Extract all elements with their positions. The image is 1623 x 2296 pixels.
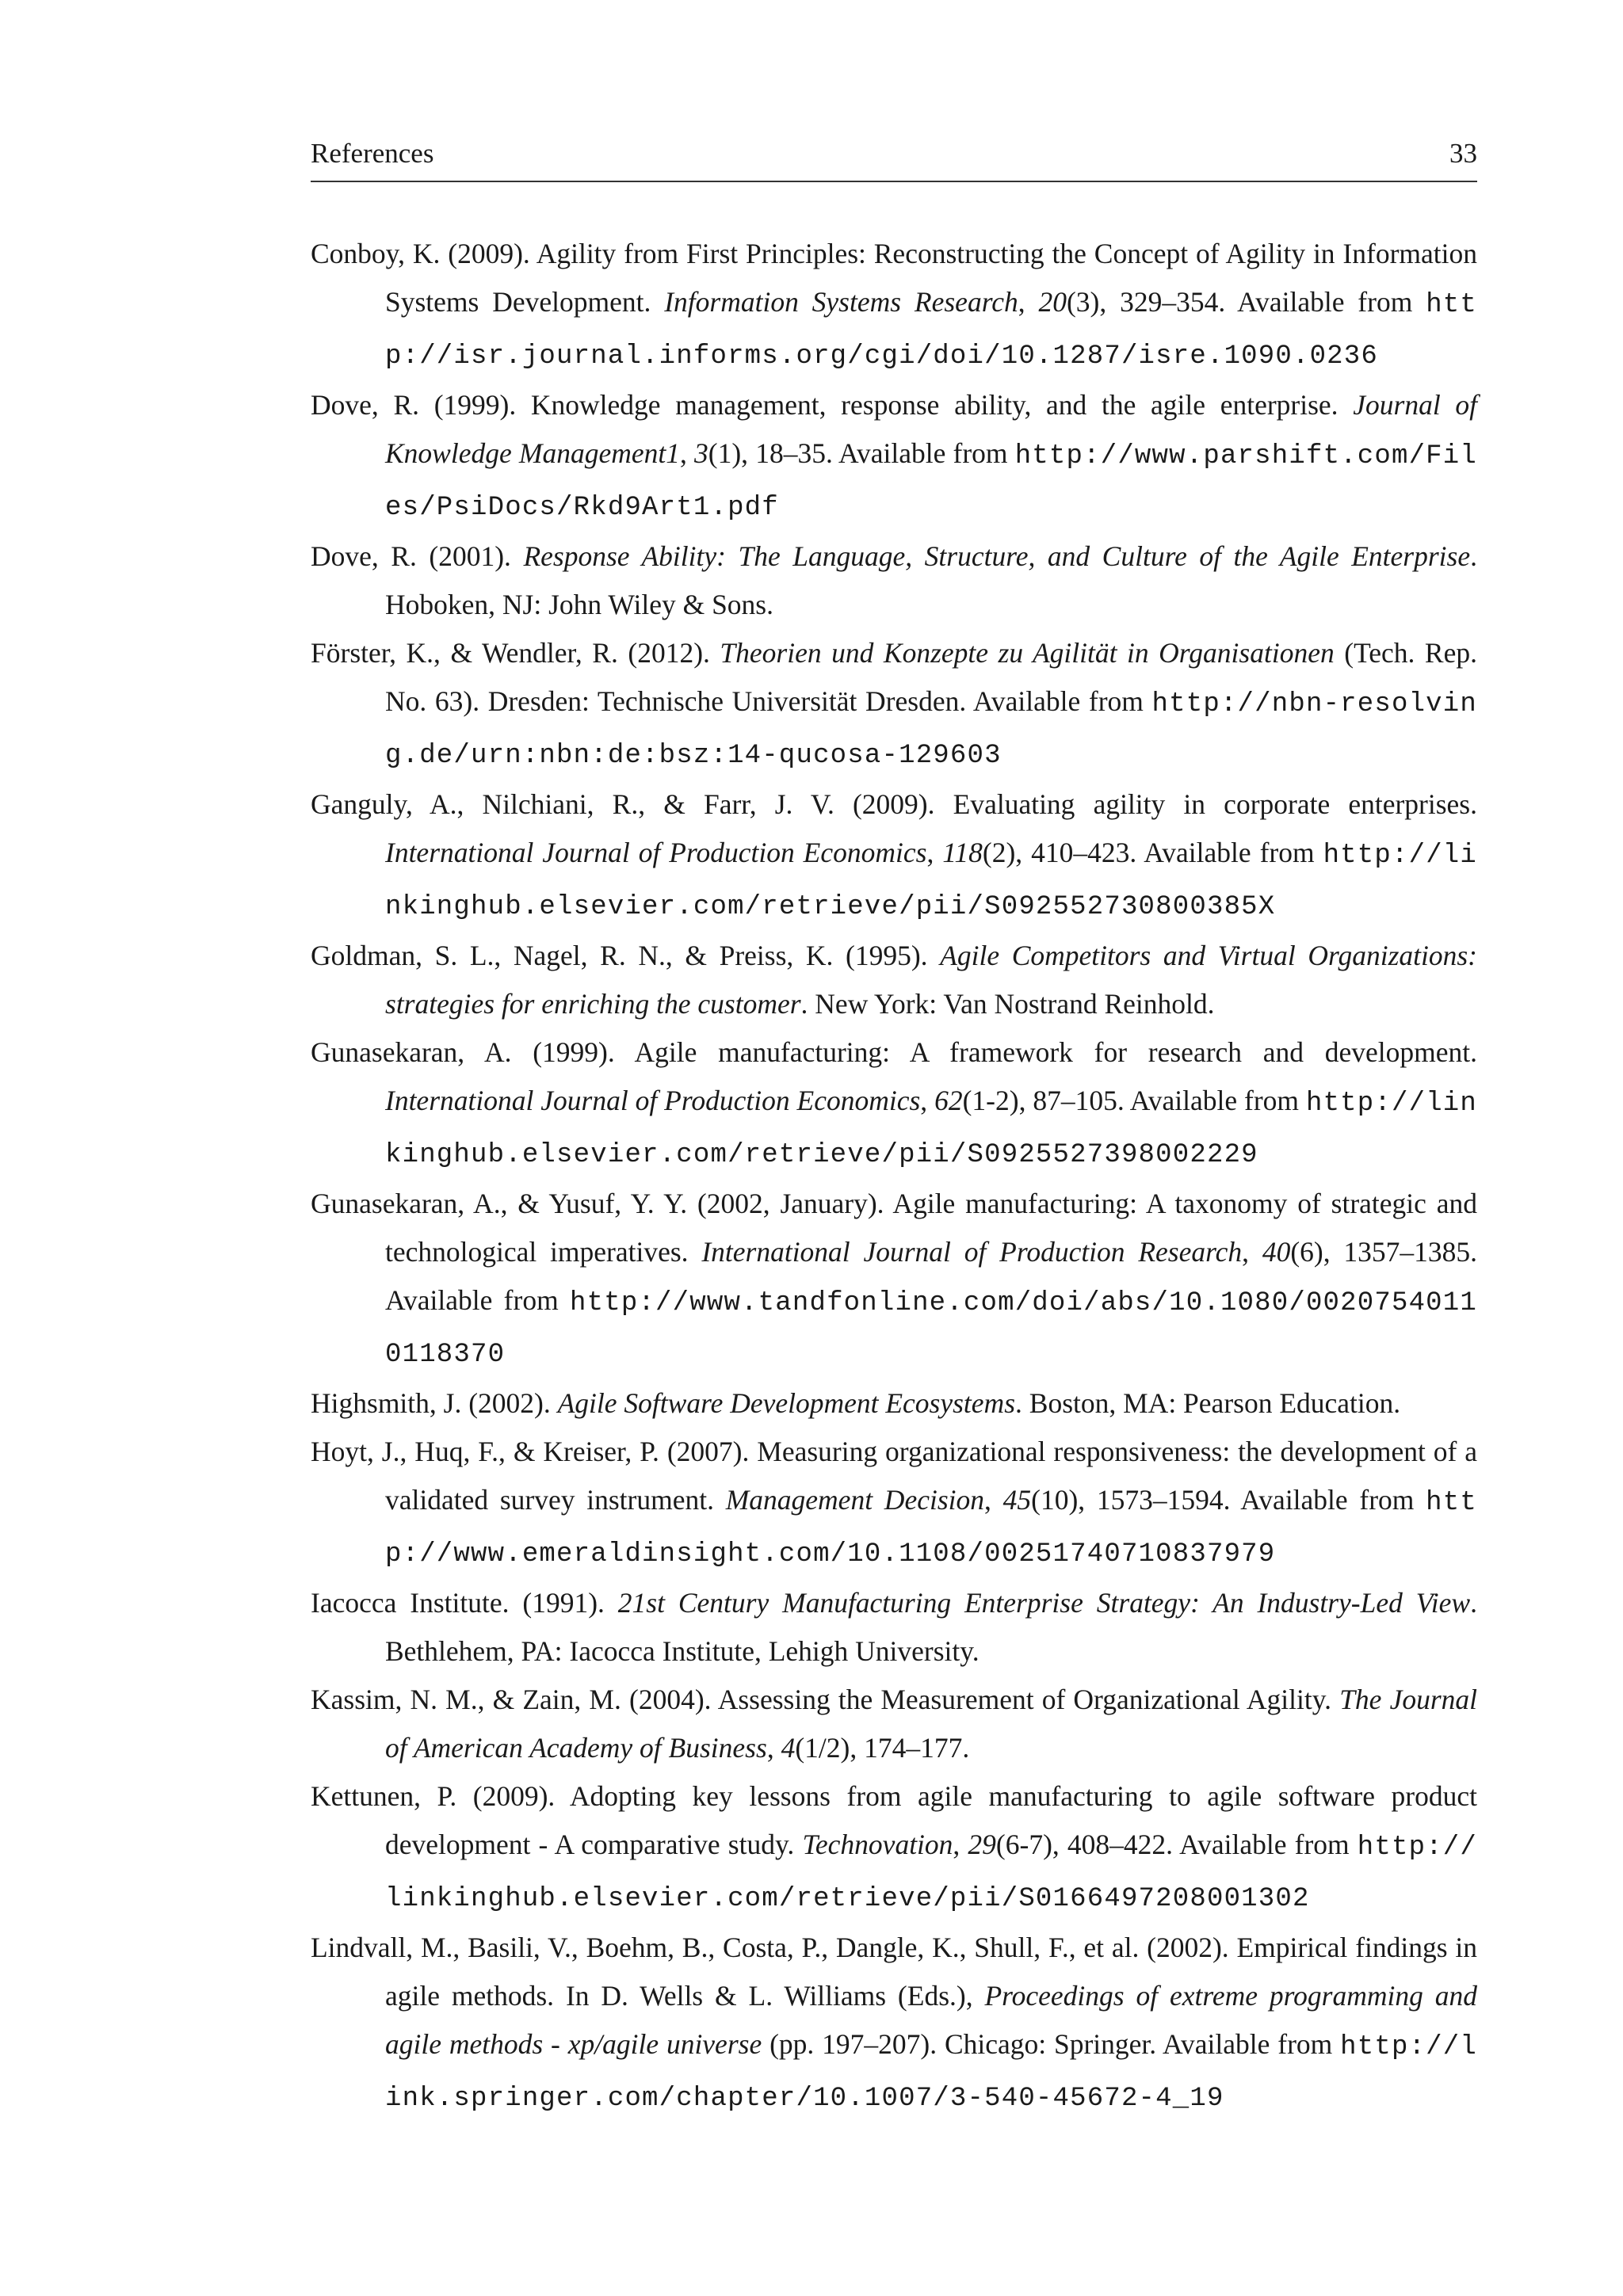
reference-italic-text: Agile Competitors and Virtual Organizations: strategies for enriching the customer (385, 940, 1477, 1020)
reference-italic-text: International Journal of Production Research (701, 1236, 1243, 1268)
reference-link[interactable]: http://www.emeraldinsight.com/10.1108/00251740710837979 (385, 1488, 1477, 1569)
reference-entry (311, 532, 1477, 629)
reference-entry (311, 381, 1477, 532)
reference-text: (Tech. Rep. No. 63). Dresden: Technische Universität Dresden. Available from (385, 637, 1477, 717)
reference-text: Hoyt, J., Huq, F., & Kreiser, P. (2007). Measuring organizational responsiveness: the development of a validated survey instrument. (311, 1436, 1477, 1516)
reference-link[interactable]: http://www.parshift.com/Files/PsiDocs/Rkd9Art1.pdf (385, 441, 1477, 523)
reference-entry (311, 932, 1477, 1028)
reference-italic-text: Response Ability: The Language, Structure, and Culture of the Agile Enterprise (523, 540, 1471, 572)
reference-text: Dove, R. (2001). (311, 540, 524, 572)
reference-italic-text: Information Systems Research (664, 286, 1018, 318)
reference-text: Kassim, N. M., & Zain, M. (2004). Assessing the Measurement of Organizational Agility. (311, 1684, 1340, 1715)
reference-text: (10), 1573–1594. Available from (1031, 1484, 1426, 1516)
reference-entry (311, 780, 1477, 932)
reference-text: Dove, R. (1999). Knowledge management, response ability, and the agile enterprise. (311, 389, 1354, 421)
reference-italic-text: 40 (1262, 1236, 1291, 1268)
reference-link[interactable]: http://linkinghub.elsevier.com/retrieve/pii/S092552730800385X (385, 841, 1478, 922)
reference-entry (311, 1028, 1477, 1180)
reference-text: Ganguly, A., Nilchiani, R., & Farr, J. V. (2009). Evaluating agility in corporate enterprises. (311, 788, 1477, 820)
reference-text: (3), 329–354. Available from (1066, 286, 1426, 318)
reference-text: Goldman, S. L., Nagel, R. N., & Preiss, K. (1995). (311, 940, 941, 971)
reference-text: Gunasekaran, A., & Yusuf, Y. Y. (2002, January). Agile manufacturing: A taxonomy of strategic and technological imperatives. (311, 1188, 1477, 1268)
reference-italic-text: Agile Software Development Ecosystems (557, 1387, 1016, 1419)
reference-italic-text: Theorien und Konzepte zu Agilität in Organisationen (720, 637, 1335, 669)
reference-text: Conboy, K. (2009). Agility from First Principles: Reconstructing the Concept of Agility in Information Systems Development. (311, 238, 1477, 318)
reference-text: , (1018, 286, 1039, 318)
reference-italic-text: 21st Century Manufacturing Enterprise Strategy: An Industry-Led View (617, 1587, 1471, 1619)
section-title: References (311, 138, 434, 169)
reference-entry (311, 1772, 1477, 1924)
reference-link[interactable]: http://nbn-resolving.de/urn:nbn:de:bsz:14-qucosa-129603 (385, 689, 1477, 771)
reference-text: , (984, 1484, 1003, 1516)
reference-text: Lindvall, M., Basili, V., Boehm, B., Costa, P., Dangle, K., Shull, F., et al. (2002). Empirical findings in agile methods. In D. Wells & L. Williams (Eds.), (311, 1932, 1477, 2012)
reference-text: (1/2), 174–177. (795, 1732, 970, 1764)
reference-text: . Hoboken, NJ: John Wiley & Sons. (385, 540, 1477, 620)
reference-italic-text: 4 (781, 1732, 796, 1764)
page-number: 33 (1449, 138, 1477, 169)
reference-text: (2), 410–423. Available from (982, 837, 1323, 868)
reference-text: Iacocca Institute. (1991). (311, 1587, 618, 1619)
reference-italic-text: 29 (968, 1829, 996, 1860)
reference-link[interactable]: http://linkinghub.elsevier.com/retrieve/pii/S0166497208001302 (385, 1833, 1478, 1914)
reference-italic-text: 62 (934, 1085, 963, 1116)
running-header (311, 135, 1477, 182)
reference-text: (6-7), 408–422. Available from (995, 1829, 1358, 1860)
reference-text: , (679, 437, 695, 469)
reference-text: , (926, 837, 943, 868)
reference-text: , (953, 1829, 968, 1860)
reference-text: Gunasekaran, A. (1999). Agile manufacturing: A framework for research and development. (311, 1036, 1477, 1068)
reference-italic-text: 45 (1002, 1484, 1032, 1516)
reference-entry (311, 230, 1477, 381)
reference-entry (311, 629, 1477, 780)
reference-italic-text: 20 (1038, 286, 1067, 318)
reference-text: . Bethlehem, PA: Iacocca Institute, Lehigh University. (385, 1587, 1477, 1667)
reference-text: , (766, 1732, 781, 1764)
reference-entry (311, 1379, 1477, 1428)
reference-italic-text: Technovation (802, 1829, 953, 1860)
reference-italic-text: 118 (942, 837, 983, 868)
reference-italic-text: Proceedings of extreme programming and agile methods - xp/agile universe (385, 1980, 1477, 2060)
reference-link[interactable]: http://link.springer.com/chapter/10.1007/3-540-45672-4_19 (385, 2032, 1477, 2114)
reference-entry (311, 1676, 1477, 1772)
reference-italic-text: The Journal of American Academy of Business (385, 1684, 1478, 1764)
reference-italic-text: 3 (694, 437, 708, 469)
reference-text: Highsmith, J. (2002). (311, 1387, 558, 1419)
reference-entry (311, 1579, 1477, 1676)
reference-text: , (920, 1085, 935, 1116)
reference-text: , (1242, 1236, 1262, 1268)
reference-text: (1-2), 87–105. Available from (962, 1085, 1306, 1116)
reference-text: (6), 1357–1385. Available from (385, 1236, 1478, 1316)
reference-italic-text: International Journal of Production Economics (385, 837, 927, 868)
reference-entry (311, 1924, 1477, 2123)
reference-text: (pp. 197–207). Chicago: Springer. Available from (762, 2028, 1341, 2060)
reference-italic-text: International Journal of Production Economics (385, 1085, 921, 1116)
reference-link[interactable]: http://linkinghub.elsevier.com/retrieve/pii/S0925527398002229 (385, 1089, 1478, 1170)
reference-text: (1), 18–35. Available from (708, 437, 1015, 469)
reference-text: Förster, K., & Wendler, R. (2012). (311, 637, 720, 669)
reference-text: Kettunen, P. (2009). Adopting key lessons from agile manufacturing to agile software product development - A comparative study. (311, 1780, 1477, 1860)
reference-italic-text: Management Decision (725, 1484, 984, 1516)
reference-list (311, 230, 1477, 2123)
reference-text: . Boston, MA: Pearson Education. (1015, 1387, 1401, 1419)
reference-entry (311, 1428, 1477, 1579)
reference-text: . New York: Van Nostrand Reinhold. (800, 988, 1215, 1020)
reference-link[interactable]: http://isr.journal.informs.org/cgi/doi/10.1287/isre.1090.0236 (385, 290, 1477, 372)
reference-link[interactable]: http://www.tandfonline.com/doi/abs/10.1080/00207540110118370 (385, 1288, 1477, 1370)
reference-italic-text: Journal of Knowledge Management1 (385, 389, 1477, 469)
reference-entry (311, 1180, 1477, 1379)
